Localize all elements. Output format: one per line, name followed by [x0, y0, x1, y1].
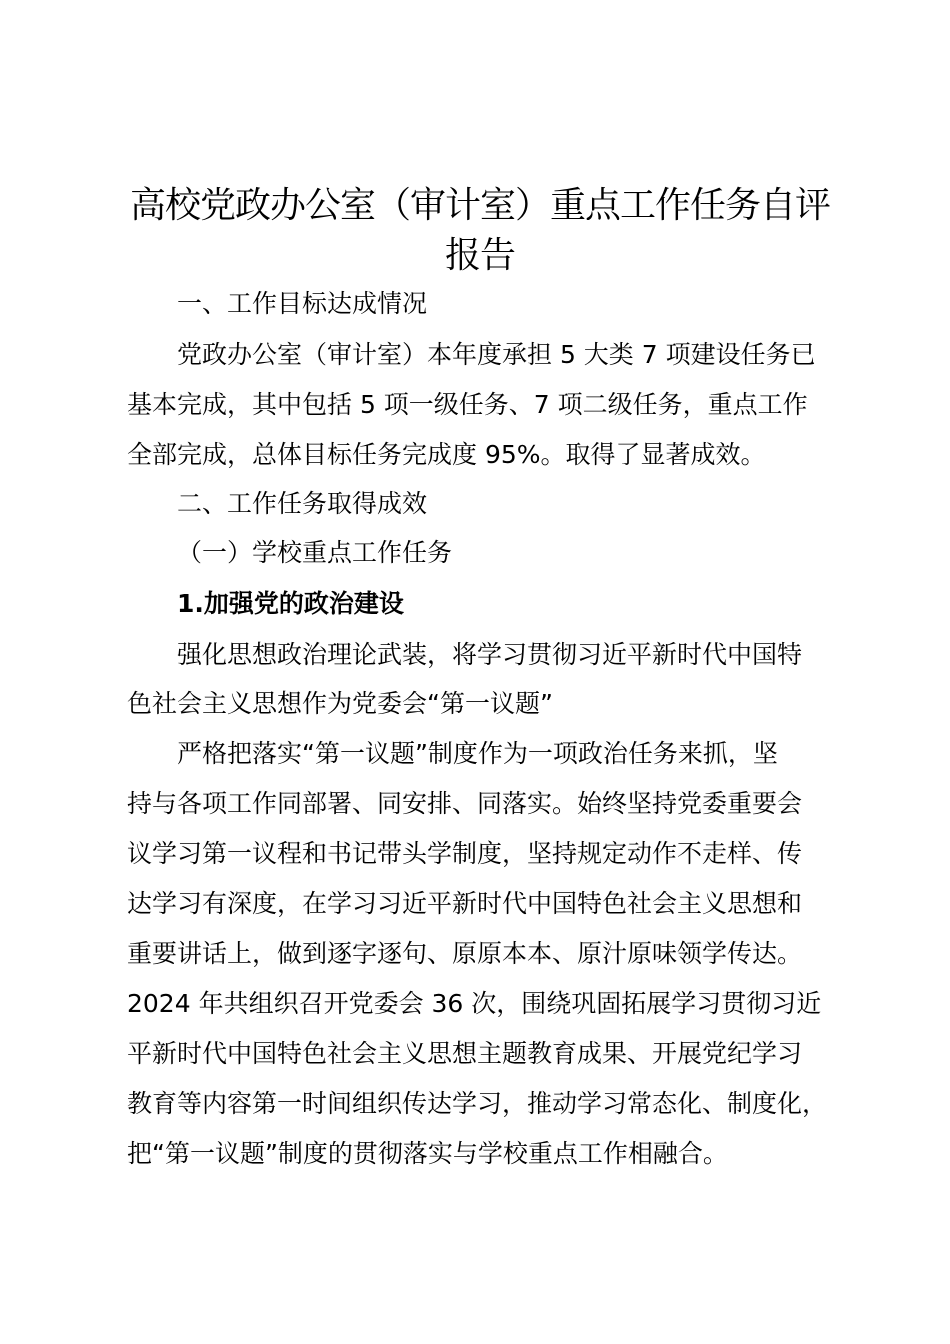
- paragraph-line: 2024 年共组织召开党委会 36 次，围绕巩固拓展学习贯彻习近: [127, 989, 822, 1018]
- paragraph-line: 基本完成，其中包括 5 项一级任务、7 项二级任务，重点工作: [127, 390, 808, 419]
- paragraph-line: 平新时代中国特色社会主义思想主题教育成果、开展党纪学习: [127, 1039, 803, 1068]
- paragraph-line: 把“第一议题”制度的贯彻落实与学校重点工作相融合。: [127, 1139, 728, 1168]
- document-title-line-2: 报告: [444, 235, 515, 276]
- paragraph-line: 色社会主义思想作为党委会“第一议题”: [127, 689, 553, 718]
- paragraph-line: 党政办公室（审计室）本年度承担 5 大类 7 项建设任务已: [177, 340, 816, 369]
- paragraph-line: 议学习第一议程和书记带头学制度，坚持规定动作不走样、传: [127, 839, 803, 868]
- item-title: 1.加强党的政治建设: [177, 589, 404, 618]
- paragraph-line: 全部完成，总体目标任务完成度 95%。取得了显著成效。: [127, 440, 766, 469]
- paragraph-line: 强化思想政治理论武装，将学习贯彻习近平新时代中国特: [177, 640, 803, 669]
- paragraph-line: 严格把落实“第一议题”制度作为一项政治任务来抓，坚: [177, 739, 778, 768]
- paragraph-line: 持与各项工作同部署、同安排、同落实。始终坚持党委重要会: [127, 789, 803, 818]
- section-heading-goals: 一、工作目标达成情况: [177, 289, 428, 318]
- subsection-heading: （一）学校重点工作任务: [177, 538, 453, 567]
- section-heading-results: 二、工作任务取得成效: [177, 489, 428, 518]
- document-title-line-1: 高校党政办公室（审计室）重点工作任务自评: [129, 185, 830, 226]
- paragraph-line: 重要讲话上，做到逐字逐句、原原本本、原汁原味领学传达。: [127, 939, 803, 968]
- paragraph-line: 达学习有深度，在学习习近平新时代中国特色社会主义思想和: [127, 889, 803, 918]
- paragraph-line: 教育等内容第一时间组织传达学习，推动学习常态化、制度化，: [127, 1089, 828, 1118]
